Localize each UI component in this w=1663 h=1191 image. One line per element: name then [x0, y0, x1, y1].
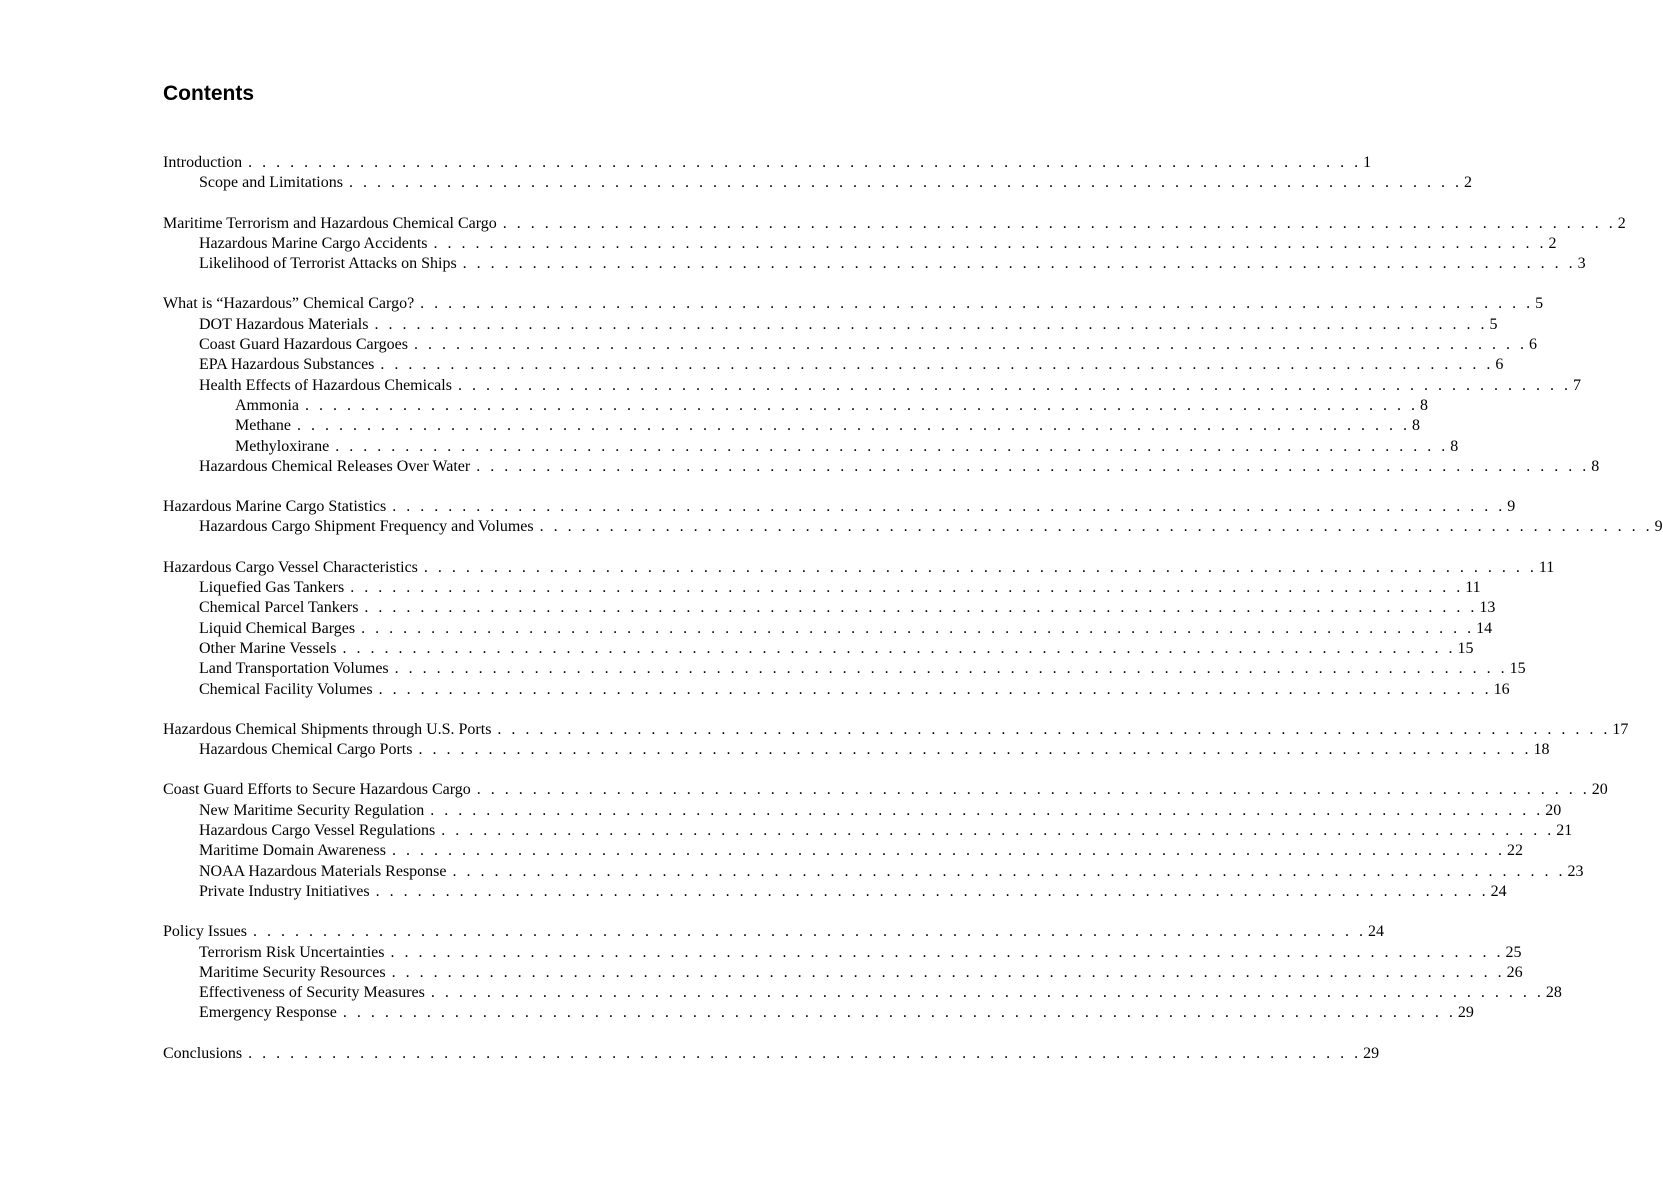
toc-entry-page-number: 3 [1577, 255, 1586, 273]
dot-leader: . . . . . . . . . . . . . . . . . . . . . . . . . . . . . . . . . . . . . . . . . . . . . . . . . . . . . . . . . . . . . . . . . . . . . . . . . . . . . . . . [457, 376, 1571, 394]
contents-page [163, 78, 1663, 1084]
dot-leader: . . . . . . . . . . . . . . . . . . . . . . . . . . . . . . . . . . . . . . . . . . . . . . . . . . . . . . . . . . . . . . . . . . . . . . . . . . . . . . . . [253, 923, 1366, 941]
dot-leader: . . . . . . . . . . . . . . . . . . . . . . . . . . . . . . . . . . . . . . . . . . . . . . . . . . . . . . . . . . . . . . . . . . . . . . . . . . . . . . . . [348, 174, 1462, 192]
toc-section [163, 922, 1562, 1023]
toc-entry[interactable] [163, 720, 1629, 740]
toc-entry[interactable] [163, 983, 1562, 1003]
dot-leader: . . . . . . . . . . . . . . . . . . . . . . . . . . . . . . . . . . . . . . . . . . . . . . . . . . . . . . . . . . . . . . . . . . . . . . . . . . . . . . . . [305, 396, 1418, 414]
toc-entry-title: Other Marine Vessels [199, 639, 337, 657]
toc-entry-page-number: 29 [1457, 1004, 1474, 1022]
toc-entry[interactable] [163, 862, 1584, 882]
toc-entry[interactable] [163, 578, 1481, 598]
toc-entry[interactable] [163, 598, 1496, 618]
toc-entry[interactable] [163, 396, 1428, 416]
toc-entry-title: Terrorism Risk Uncertainties [199, 943, 385, 961]
toc-entry-page-number: 14 [1476, 619, 1493, 637]
toc-entry[interactable] [163, 680, 1510, 700]
toc-entry-title: Health Effects of Hazardous Chemicals [199, 376, 452, 394]
dot-leader: . . . . . . . . . . . . . . . . . . . . . . . . . . . . . . . . . . . . . . . . . . . . . . . . . . . . . . . . . . . . . . . . . . . . . . . . . . . . . . . . [452, 862, 1566, 880]
toc-entry[interactable] [163, 943, 1522, 963]
toc-entry-page-number: 2 [1463, 174, 1472, 192]
toc-entry-title: Private Industry Initiatives [199, 882, 370, 900]
toc-entry-title: Introduction [163, 154, 243, 171]
toc-entry-title: Hazardous Cargo Shipment Frequency and Volumes [199, 518, 534, 536]
toc-section [163, 1044, 1380, 1064]
toc-entry[interactable] [163, 315, 1498, 335]
dot-leader: . . . . . . . . . . . . . . . . . . . . . . . . . . . . . . . . . . . . . . . . . . . . . . . . . . . . . . . . . . . . . . . . . . . . . . . . . . . . . . . . [476, 457, 1590, 475]
toc-entry[interactable] [163, 355, 1504, 375]
toc-entry-title: Scope and Limitations [199, 174, 343, 192]
dot-leader: . . . . . . . . . . . . . . . . . . . . . . . . . . . . . . . . . . . . . . . . . . . . . . . . . . . . . . . . . . . . . . . . . . . . . . . . . . . . . . . . [539, 518, 1653, 536]
toc-entry-page-number: 2 [1617, 214, 1626, 232]
toc-entry-page-number: 8 [1411, 417, 1420, 435]
toc-entry[interactable] [163, 335, 1537, 355]
toc-entry[interactable] [163, 153, 1372, 173]
dot-leader: . . . . . . . . . . . . . . . . . . . . . . . . . . . . . . . . . . . . . . . . . . . . . . . . . . . . . . . . . . . . . . . . . . . . . . . . . . . . . . . . [374, 315, 1488, 333]
dot-leader: . . . . . . . . . . . . . . . . . . . . . . . . . . . . . . . . . . . . . . . . . . . . . . . . . . . . . . . . . . . . . . . . . . . . . . . . . . . . . . . . [350, 579, 1464, 597]
toc-entry-title: Maritime Security Resources [199, 963, 386, 981]
toc-entry[interactable] [163, 619, 1493, 639]
toc-section [163, 497, 1663, 538]
toc-entry[interactable] [163, 1003, 1474, 1023]
toc-entry-title: Hazardous Cargo Vessel Regulations [199, 822, 436, 840]
toc-entry[interactable] [163, 517, 1663, 537]
toc-entry-title: Methyloxirane [235, 437, 330, 455]
toc-entry[interactable] [163, 801, 1562, 821]
toc-entry[interactable] [163, 173, 1472, 193]
toc-entry[interactable] [163, 558, 1555, 578]
dot-leader: . . . . . . . . . . . . . . . . . . . . . . . . . . . . . . . . . . . . . . . . . . . . . . . . . . . . . . . . . . . . . . . . . . . . . . . . . . . . . . . . [430, 984, 1544, 1002]
toc-section [163, 720, 1629, 761]
toc-entry-title: Effectiveness of Security Measures [199, 984, 425, 1002]
dot-leader: . . . . . . . . . . . . . . . . . . . . . . . . . . . . . . . . . . . . . . . . . . . . . . . . . . . . . . . . . . . . . . . . . . . . . . . . . . . . . . . . [392, 498, 1506, 516]
toc-entry-title: Methane [235, 417, 291, 435]
toc-entry-title: Maritime Domain Awareness [199, 842, 386, 860]
toc-entry-title: What is “Hazardous” Chemical Cargo? [163, 295, 415, 313]
toc-entry[interactable] [163, 294, 1544, 314]
dot-leader: . . . . . . . . . . . . . . . . . . . . . . . . . . . . . . . . . . . . . . . . . . . . . . . . . . . . . . . . . . . . . . . . . . . . . . . . . . . . . . . . [391, 842, 1505, 860]
dot-leader: . . . . . . . . . . . . . . . . . . . . . . . . . . . . . . . . . . . . . . . . . . . . . . . . . . . . . . . . . . . . . . . . . . . . . . . . . . . . . . . . [430, 801, 1544, 819]
toc-entry[interactable] [163, 821, 1573, 841]
toc-entry-title: Likelihood of Terrorist Attacks on Ships [199, 255, 457, 273]
toc-entry-page-number: 1 [1363, 154, 1372, 171]
toc-entry-page-number: 8 [1450, 437, 1459, 455]
toc-entry-title: Coast Guard Hazardous Cargoes [199, 336, 408, 354]
dot-leader: . . . . . . . . . . . . . . . . . . . . . . . . . . . . . . . . . . . . . . . . . . . . . . . . . . . . . . . . . . . . . . . . . . . . . . . . . . . . . . . . [413, 336, 1527, 354]
dot-leader: . . . . . . . . . . . . . . . . . . . . . . . . . . . . . . . . . . . . . . . . . . . . . . . . . . . . . . . . . . . . . . . . . . . . . . . . . . . . . . . . [502, 214, 1616, 232]
toc-entry-title: Maritime Terrorism and Hazardous Chemical Cargo [163, 214, 497, 232]
dot-leader: . . . . . . . . . . . . . . . . . . . . . . . . . . . . . . . . . . . . . . . . . . . . . . . . . . . . . . . . . . . . . . . . . . . . . . . . . . . . . . . . [441, 822, 1555, 840]
page-title: Contents [163, 82, 254, 105]
dot-leader: . . . . . . . . . . . . . . . . . . . . . . . . . . . . . . . . . . . . . . . . . . . . . . . . . . . . . . . . . . . . . . . . . . . . . . . . . . . . . . . . [497, 720, 1611, 738]
toc-entry-title: Emergency Response [199, 1004, 337, 1022]
toc-entry[interactable] [163, 457, 1600, 477]
toc-entry-title: Chemical Parcel Tankers [199, 599, 359, 617]
toc-entry-page-number: 16 [1493, 680, 1510, 698]
toc-entry-page-number: 21 [1556, 822, 1573, 840]
dot-leader: . . . . . . . . . . . . . . . . . . . . . . . . . . . . . . . . . . . . . . . . . . . . . . . . . . . . . . . . . . . . . . . . . . . . . . . . . . . . . . . . [462, 255, 1576, 273]
toc-entry[interactable] [163, 922, 1384, 942]
toc-entry[interactable] [163, 214, 1626, 234]
toc-section [163, 153, 1472, 194]
toc-entry[interactable] [163, 234, 1557, 254]
dot-leader: . . . . . . . . . . . . . . . . . . . . . . . . . . . . . . . . . . . . . . . . . . . . . . . . . . . . . . . . . . . . . . . . . . . . . . . . . . . . . . . . [342, 1004, 1456, 1022]
toc-entry-page-number: 2 [1548, 234, 1557, 252]
toc-entry[interactable] [163, 882, 1507, 902]
toc-entry-page-number: 8 [1591, 457, 1600, 475]
toc-entry-page-number: 23 [1567, 862, 1584, 880]
toc-entry[interactable] [163, 780, 1608, 800]
dot-leader: . . . . . . . . . . . . . . . . . . . . . . . . . . . . . . . . . . . . . . . . . . . . . . . . . . . . . . . . . . . . . . . . . . . . . . . . . . . . . . . . [342, 639, 1456, 657]
toc-entry-title: Land Transportation Volumes [199, 660, 389, 678]
toc-entry-page-number: 6 [1495, 356, 1504, 374]
toc-entry-page-number: 20 [1545, 801, 1562, 819]
toc-entry-title: New Maritime Security Regulation [199, 801, 425, 819]
table-of-contents [163, 153, 1663, 1064]
toc-entry-page-number: 6 [1528, 336, 1537, 354]
toc-entry-page-number: 9 [1507, 498, 1516, 516]
toc-entry[interactable] [163, 437, 1459, 457]
toc-entry-title: DOT Hazardous Materials [199, 315, 369, 333]
toc-entry-title: Hazardous Chemical Releases Over Water [199, 457, 471, 475]
dot-leader: . . . . . . . . . . . . . . . . . . . . . . . . . . . . . . . . . . . . . . . . . . . . . . . . . . . . . . . . . . . . . . . . . . . . . . . . . . . . . . . . [423, 558, 1537, 576]
toc-entry-page-number: 25 [1505, 943, 1522, 961]
toc-entry-page-number: 17 [1612, 720, 1629, 738]
toc-entry-title: Liquefied Gas Tankers [199, 579, 345, 597]
dot-leader: . . . . . . . . . . . . . . . . . . . . . . . . . . . . . . . . . . . . . . . . . . . . . . . . . . . . . . . . . . . . . . . . . . . . . . . . . . . . . . . . [378, 680, 1492, 698]
toc-entry-page-number: 20 [1591, 781, 1608, 799]
toc-entry-page-number: 28 [1545, 984, 1562, 1002]
dot-leader: . . . . . . . . . . . . . . . . . . . . . . . . . . . . . . . . . . . . . . . . . . . . . . . . . . . . . . . . . . . . . . . . . . . . . . . . . . . . . . . . [391, 963, 1505, 981]
toc-entry-page-number: 7 [1572, 376, 1581, 394]
dot-leader: . . . . . . . . . . . . . . . . . . . . . . . . . . . . . . . . . . . . . . . . . . . . . . . . . . . . . . . . . . . . . . . . . . . . . . . . . . . . . . . . [364, 599, 1478, 617]
dot-leader: . . . . . . . . . . . . . . . . . . . . . . . . . . . . . . . . . . . . . . . . . . . . . . . . . . . . . . . . . . . . . . . . . . . . . . . . . . . . . . . . [418, 741, 1532, 759]
toc-entry-title: Chemical Facility Volumes [199, 680, 373, 698]
toc-entry[interactable] [163, 376, 1581, 396]
toc-entry-page-number: 13 [1479, 599, 1496, 617]
toc-entry-page-number: 29 [1363, 1044, 1380, 1062]
toc-entry[interactable] [163, 1044, 1380, 1064]
dot-leader: . . . . . . . . . . . . . . . . . . . . . . . . . . . . . . . . . . . . . . . . . . . . . . . . . . . . . . . . . . . . . . . . . . . . . . . . . . . . . . . . [390, 943, 1504, 961]
toc-entry-title: NOAA Hazardous Materials Response [199, 862, 447, 880]
dot-leader: . . . . . . . . . . . . . . . . . . . . . . . . . . . . . . . . . . . . . . . . . . . . . . . . . . . . . . . . . . . . . . . . . . . . . . . . . . . . . . . . [476, 781, 1590, 799]
toc-entry[interactable] [163, 639, 1474, 659]
toc-entry-title: Liquid Chemical Barges [199, 619, 356, 637]
toc-entry-title: Hazardous Chemical Cargo Ports [199, 741, 413, 759]
toc-entry-title: Hazardous Chemical Shipments through U.S. Ports [163, 720, 492, 738]
toc-entry-page-number: 9 [1654, 518, 1663, 536]
dot-leader: . . . . . . . . . . . . . . . . . . . . . . . . . . . . . . . . . . . . . . . . . . . . . . . . . . . . . . . . . . . . . . . . . . . . . . . . . . . . . . . . [248, 154, 1362, 171]
toc-entry-page-number: 11 [1465, 579, 1481, 597]
toc-section [163, 558, 1555, 700]
toc-entry-title: Ammonia [235, 396, 299, 414]
dot-leader: . . . . . . . . . . . . . . . . . . . . . . . . . . . . . . . . . . . . . . . . . . . . . . . . . . . . . . . . . . . . . . . . . . . . . . . . . . . . . . . . [375, 882, 1489, 900]
toc-entry-page-number: 15 [1457, 639, 1474, 657]
toc-entry[interactable] [163, 497, 1516, 517]
toc-entry-page-number: 5 [1489, 315, 1498, 333]
toc-section [163, 780, 1608, 902]
dot-leader: . . . . . . . . . . . . . . . . . . . . . . . . . . . . . . . . . . . . . . . . . . . . . . . . . . . . . . . . . . . . . . . . . . . . . . . . . . . . . . . . [433, 234, 1547, 252]
toc-entry-page-number: 24 [1368, 923, 1384, 941]
dot-leader: . . . . . . . . . . . . . . . . . . . . . . . . . . . . . . . . . . . . . . . . . . . . . . . . . . . . . . . . . . . . . . . . . . . . . . . . . . . . . . . . [296, 417, 1410, 435]
toc-entry-title: Hazardous Cargo Vessel Characteristics [163, 558, 418, 576]
toc-entry-title: Hazardous Marine Cargo Statistics [163, 498, 387, 516]
toc-entry-title: Hazardous Marine Cargo Accidents [199, 234, 428, 252]
toc-entry[interactable] [163, 659, 1526, 679]
toc-entry-page-number: 5 [1535, 295, 1544, 313]
toc-entry-page-number: 18 [1533, 741, 1550, 759]
toc-entry[interactable] [163, 254, 1586, 274]
toc-entry[interactable] [163, 740, 1550, 760]
toc-entry-page-number: 15 [1509, 660, 1526, 678]
toc-entry-page-number: 22 [1506, 842, 1523, 860]
toc-entry[interactable] [163, 963, 1523, 983]
dot-leader: . . . . . . . . . . . . . . . . . . . . . . . . . . . . . . . . . . . . . . . . . . . . . . . . . . . . . . . . . . . . . . . . . . . . . . . . . . . . . . . . [420, 295, 1534, 313]
toc-section [163, 214, 1626, 275]
toc-entry[interactable] [163, 841, 1523, 861]
toc-entry-title: Conclusions [163, 1044, 243, 1062]
toc-entry-page-number: 26 [1506, 963, 1523, 981]
dot-leader: . . . . . . . . . . . . . . . . . . . . . . . . . . . . . . . . . . . . . . . . . . . . . . . . . . . . . . . . . . . . . . . . . . . . . . . . . . . . . . . . [335, 437, 1449, 455]
toc-entry-title: Coast Guard Efforts to Secure Hazardous Cargo [163, 781, 471, 799]
toc-entry-page-number: 24 [1490, 882, 1507, 900]
toc-section [163, 294, 1600, 477]
toc-entry-page-number: 8 [1420, 396, 1428, 414]
dot-leader: . . . . . . . . . . . . . . . . . . . . . . . . . . . . . . . . . . . . . . . . . . . . . . . . . . . . . . . . . . . . . . . . . . . . . . . . . . . . . . . . [380, 356, 1494, 374]
toc-entry-title: Policy Issues [163, 923, 247, 941]
dot-leader: . . . . . . . . . . . . . . . . . . . . . . . . . . . . . . . . . . . . . . . . . . . . . . . . . . . . . . . . . . . . . . . . . . . . . . . . . . . . . . . . [361, 619, 1475, 637]
toc-entry[interactable] [163, 416, 1420, 436]
toc-entry-title: EPA Hazardous Substances [199, 356, 375, 374]
dot-leader: . . . . . . . . . . . . . . . . . . . . . . . . . . . . . . . . . . . . . . . . . . . . . . . . . . . . . . . . . . . . . . . . . . . . . . . . . . . . . . . . [394, 660, 1508, 678]
dot-leader: . . . . . . . . . . . . . . . . . . . . . . . . . . . . . . . . . . . . . . . . . . . . . . . . . . . . . . . . . . . . . . . . . . . . . . . . . . . . . . . . [248, 1044, 1362, 1062]
toc-entry-page-number: 11 [1538, 558, 1555, 576]
